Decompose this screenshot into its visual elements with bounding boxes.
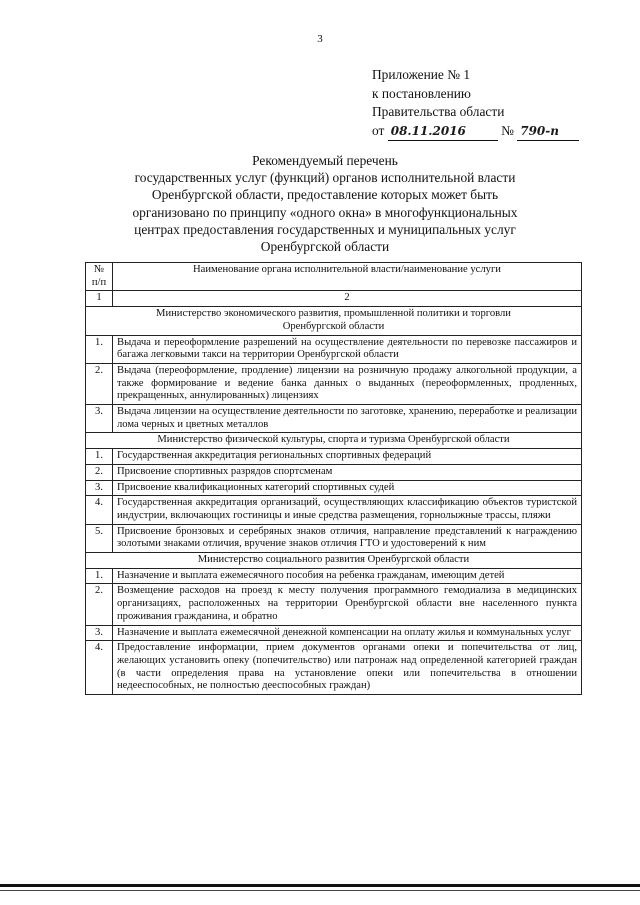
title-line: Оренбургской области	[260, 239, 390, 255]
item-number: 3.	[86, 405, 113, 433]
table-header-row	[86, 263, 582, 291]
services-table	[85, 262, 582, 695]
item-text: Назначение и выплата ежемесячного пособия на ребенка гражданам, имеющим детей	[113, 568, 582, 584]
item-number: 4.	[86, 641, 113, 695]
ministry-row	[86, 433, 582, 449]
ministry-name: Министерство социального развития Оренбургской области	[86, 553, 582, 569]
item-number: 3.	[86, 625, 113, 641]
table-row	[86, 449, 582, 465]
index-row	[86, 291, 582, 307]
item-number: 1.	[86, 568, 113, 584]
page-bottom-border-thin	[0, 890, 640, 891]
header-name: Наименование органа исполнительной власти/наименование услуги	[113, 263, 582, 291]
appendix-line-1: Приложение № 1	[372, 67, 471, 82]
header-number: № п/п	[86, 263, 113, 291]
item-number: 1.	[86, 335, 113, 363]
item-text: Присвоение спортивных разрядов спортсменам	[113, 464, 582, 480]
handwritten-number: 790-п	[517, 122, 579, 142]
ministry-name: Министерство экономического развития, промышленной политики и торговли Оренбургской области	[86, 307, 582, 335]
item-text: Назначение и выплата ежемесячной денежной компенсации на оплату жилья и коммунальных услуг	[113, 625, 582, 641]
item-text: Выдача (переоформление, продление) лицензии на розничную продажу алкогольной продукции, а также формирование и ведение банка данных о выданных (переоформленных, продленных, прекращенных, аннулированных) лицензиях	[113, 363, 582, 404]
title-line: Рекомендуемый перечень	[252, 153, 398, 168]
number-prefix: №	[501, 122, 514, 138]
item-text: Присвоение бронзовых и серебряных знаков отличия, направление представлений к награждению золотыми знаками отличия, вручение знаков отличия ГТО и удостоверений к ним	[113, 524, 582, 552]
ministry-row	[86, 553, 582, 569]
item-text: Предоставление информации, прием документов органами опеки и попечительства от лиц, желающих установить опеку (попечительство) или патронаж над определенной категорией граждан (в части определения права на установление опеки или попечительства в отношении недееспособных, не полностью дееспособных граждан)	[113, 641, 582, 695]
title-line: центрах предоставления государственных и муниципальных услуг	[134, 221, 516, 237]
title-line: Оренбургской области, предоставление которых может быть	[151, 187, 499, 203]
item-text: Выдача лицензии на осуществление деятельности по заготовке, хранению, переработке и реализации лома черных и цветных металлов	[113, 405, 582, 433]
table-row	[86, 524, 582, 552]
item-number: 2.	[86, 584, 113, 625]
item-number: 4.	[86, 496, 113, 524]
appendix-date-line	[372, 122, 632, 142]
table-row	[86, 405, 582, 433]
table-row	[86, 480, 582, 496]
item-text: Возмещение расходов на проезд к месту получения программного гемодиализа в медицинских организациях, расположенных на территории Оренбургской области вне населенного пункта проживания гражданина, и обратно	[113, 584, 582, 625]
table-row	[86, 335, 582, 363]
table-row	[86, 496, 582, 524]
item-text: Государственная аккредитация региональных спортивных федераций	[113, 449, 582, 465]
index-col-2: 2	[113, 291, 582, 307]
item-text: Государственная аккредитация организаций, осуществляющих классификацию объектов туристской индустрии, включающих гостиницы и иные средства размещения, горнолыжные трассы, пляжи	[113, 496, 582, 524]
item-number: 3.	[86, 480, 113, 496]
page-number: 3	[317, 33, 323, 45]
date-prefix: от	[372, 122, 385, 138]
appendix-line-3: Правительства области	[372, 104, 505, 119]
table-row	[86, 641, 582, 695]
appendix-block	[372, 66, 632, 141]
title-line: организовано по принципу «одного окна» в многофункциональных	[132, 204, 518, 220]
item-text: Выдача и переоформление разрешений на осуществление деятельности по перевозке пассажиров и багажа легковыми такси на территории Оренбургской области	[113, 335, 582, 363]
table-row	[86, 363, 582, 404]
item-text: Присвоение квалификационных категорий спортивных судей	[113, 480, 582, 496]
table-row	[86, 625, 582, 641]
document-title	[90, 152, 560, 255]
index-col-1: 1	[86, 291, 113, 307]
item-number: 5.	[86, 524, 113, 552]
table-row	[86, 568, 582, 584]
handwritten-date: 08.11.2016	[388, 122, 498, 142]
table-row	[86, 464, 582, 480]
appendix-line-2: к постановлению	[372, 85, 471, 101]
item-number: 2.	[86, 464, 113, 480]
title-line: государственных услуг (функций) органов исполнительной власти	[134, 170, 516, 186]
item-number: 2.	[86, 363, 113, 404]
ministry-name: Министерство физической культуры, спорта и туризма Оренбургской области	[86, 433, 582, 449]
table-row	[86, 584, 582, 625]
ministry-row	[86, 307, 582, 335]
item-number: 1.	[86, 449, 113, 465]
page-bottom-border	[0, 884, 640, 887]
